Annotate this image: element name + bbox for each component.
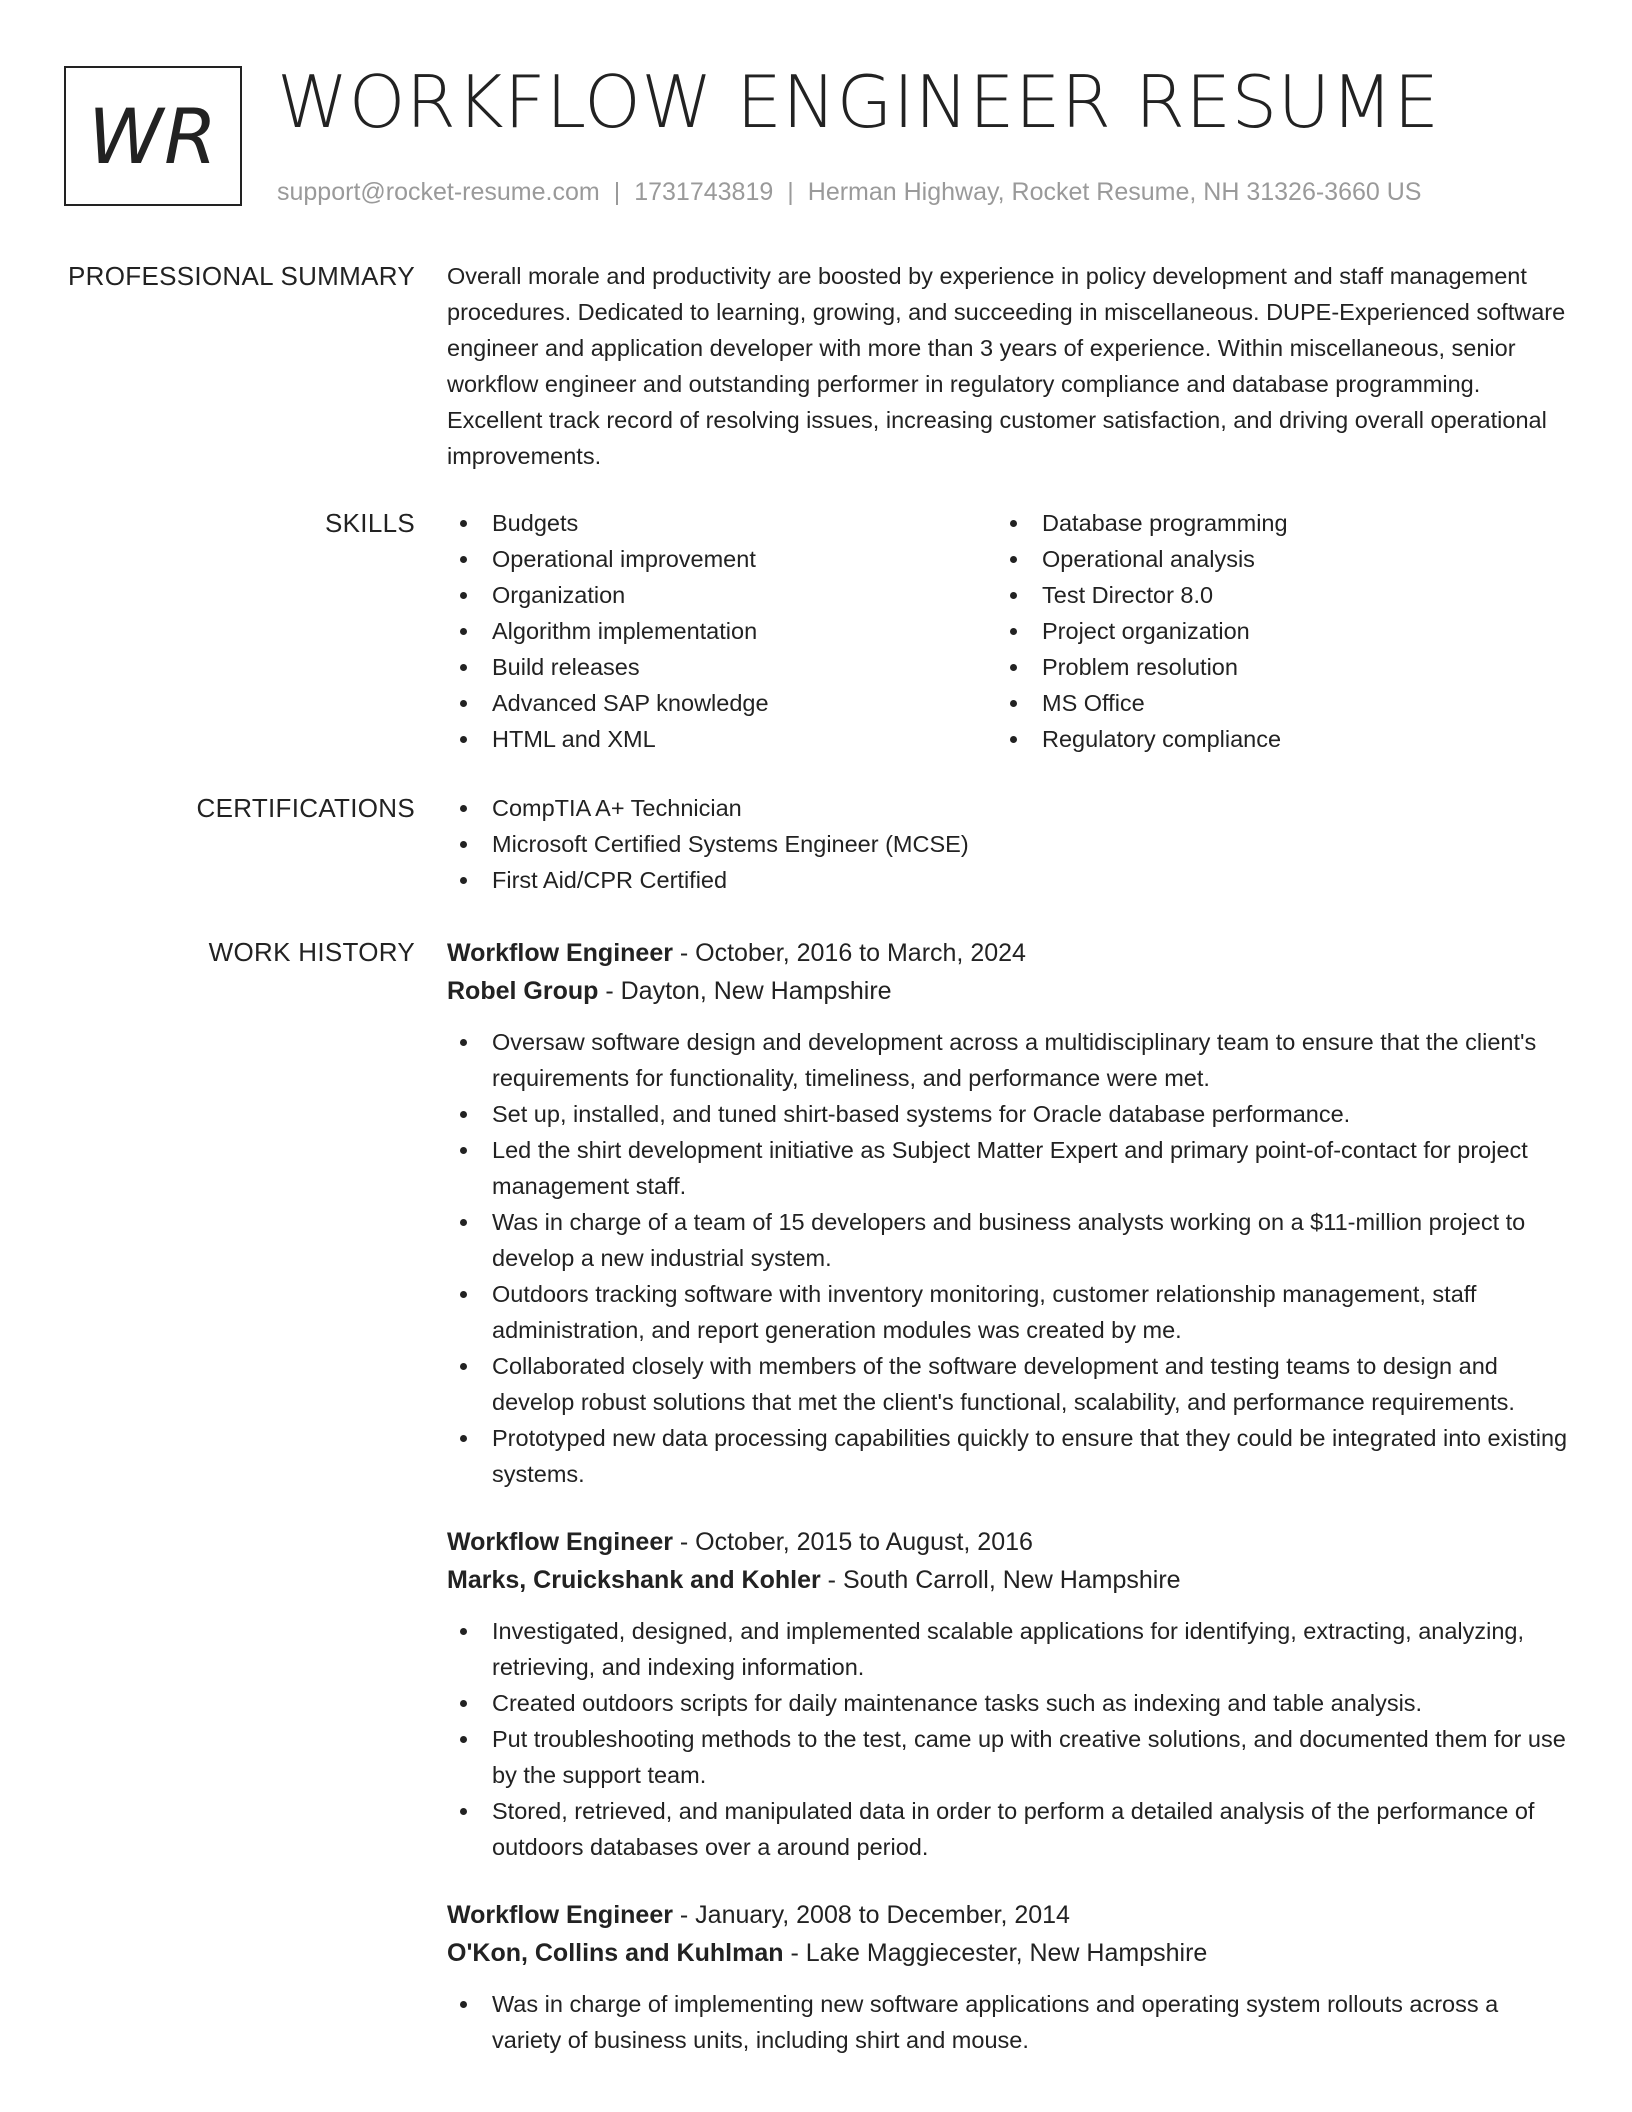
job-location: - South Carroll, New Hampshire	[820, 1566, 1181, 1594]
job-entry	[447, 1896, 1572, 2058]
certifications-heading: CERTIFICATIONS	[196, 793, 415, 823]
job-company: O'Kon, Collins and Kuhlman	[447, 1939, 784, 1967]
summary-text: Overall morale and productivity are boosted by experience in policy development and staff management procedures. Dedicated to learning, growing, and succeeding in miscellaneous. DUPE-Experienced software engineer and application developer with more than 3 years of experience. Within miscellaneous, senior workflow engineer and outstanding performer in regulatory compliance and database programming. Excellent track record of resolving issues, increasing customer satisfaction, and driving overall operational improvements.	[447, 263, 1566, 469]
contact-separator: |	[613, 178, 621, 206]
contact-phone[interactable]: 1731743819	[634, 178, 774, 206]
job-company: Marks, Cruickshank and Kohler	[447, 1566, 821, 1594]
job-company-line	[447, 972, 1572, 1010]
duty-item: Oversaw software design and development across a multidisciplinary team to ensure that the client's requirements for functionality, timeliness, and performance were met.	[447, 1024, 1572, 1096]
skills-list-left	[447, 505, 997, 757]
contact-separator: |	[787, 178, 794, 206]
job-dates: - October, 2015 to August, 2016	[672, 1528, 1033, 1556]
skill-item: Regulatory compliance	[997, 721, 1547, 757]
skill-item: Problem resolution	[997, 649, 1547, 685]
job-dates: - January, 2008 to December, 2014	[672, 1901, 1070, 1929]
contact-address: Herman Highway, Rocket Resume, NH 31326-3660 US	[807, 178, 1422, 206]
skill-item: Operational improvement	[447, 541, 997, 577]
skill-item: Advanced SAP knowledge	[447, 685, 997, 721]
job-title-line	[447, 934, 1572, 972]
certification-item: First Aid/CPR Certified	[447, 862, 1572, 898]
work-history-heading: WORK HISTORY	[208, 937, 415, 967]
resume-header	[0, 0, 1632, 240]
job-title-line	[447, 1896, 1572, 1934]
skill-item: Test Director 8.0	[997, 577, 1547, 613]
job-role: Workflow Engineer	[447, 939, 673, 967]
job-role: Workflow Engineer	[447, 1528, 673, 1556]
duty-item: Prototyped new data processing capabilities quickly to ensure that they could be integrated into existing systems.	[447, 1420, 1572, 1492]
skills-list-right	[997, 505, 1547, 757]
duty-item: Was in charge of a team of 15 developers and business analysts working on a $11-million project to develop a new industrial system.	[447, 1204, 1572, 1276]
skill-item: Algorithm implementation	[447, 613, 997, 649]
job-title-line	[447, 1523, 1572, 1561]
skill-item: Project organization	[997, 613, 1547, 649]
duty-item: Led the shirt development initiative as Subject Matter Expert and primary point-of-contact for project management staff.	[447, 1132, 1572, 1204]
skills-heading: SKILLS	[325, 508, 415, 538]
skill-item: MS Office	[997, 685, 1547, 721]
skill-item: HTML and XML	[447, 721, 997, 757]
job-company-line	[447, 1561, 1572, 1599]
job-location: - Dayton, New Hampshire	[598, 977, 892, 1005]
resume-title: WORKFLOW ENGINEER RESUME	[277, 60, 1440, 144]
duty-item: Put troubleshooting methods to the test, came up with creative solutions, and documented them for use by the support team.	[447, 1721, 1572, 1793]
monogram-logo: WR	[64, 66, 242, 206]
duty-item: Stored, retrieved, and manipulated data in order to perform a detailed analysis of the performance of outdoors databases over a around period.	[447, 1793, 1572, 1865]
duty-item: Outdoors tracking software with inventory monitoring, customer relationship management, staff administration, and report generation modules was created by me.	[447, 1276, 1572, 1348]
skill-item: Operational analysis	[997, 541, 1547, 577]
job-company-line	[447, 1934, 1572, 1972]
certification-item: CompTIA A+ Technician	[447, 790, 1572, 826]
summary-heading: PROFESSIONAL SUMMARY	[68, 261, 415, 291]
duty-item: Investigated, designed, and implemented scalable applications for identifying, extracting, analyzing, retrieving, and indexing information.	[447, 1613, 1572, 1685]
job-duties	[447, 1613, 1572, 1865]
certification-item: Microsoft Certified Systems Engineer (MCSE)	[447, 826, 1572, 862]
job-dates: - October, 2016 to March, 2024	[672, 939, 1026, 967]
job-entry	[447, 1523, 1572, 1865]
job-duties	[447, 1986, 1572, 2058]
skill-item: Organization	[447, 577, 997, 613]
job-entry	[447, 934, 1572, 1492]
duty-item: Created outdoors scripts for daily maintenance tasks such as indexing and table analysis.	[447, 1685, 1572, 1721]
skill-item: Build releases	[447, 649, 997, 685]
job-role: Workflow Engineer	[447, 1901, 673, 1929]
duty-item: Was in charge of implementing new software applications and operating system rollouts across a variety of business units, including shirt and mouse.	[447, 1986, 1572, 2058]
job-duties	[447, 1024, 1572, 1492]
contact-email[interactable]: support@rocket-resume.com	[277, 178, 600, 206]
job-company: Robel Group	[447, 977, 599, 1005]
skill-item: Budgets	[447, 505, 997, 541]
contact-line	[277, 172, 1421, 212]
job-location: - Lake Maggiecester, New Hampshire	[783, 1939, 1208, 1967]
duty-item: Collaborated closely with members of the software development and testing teams to design and develop robust solutions that met the client's functional, scalability, and performance requirements.	[447, 1348, 1572, 1420]
duty-item: Set up, installed, and tuned shirt-based systems for Oracle database performance.	[447, 1096, 1572, 1132]
skill-item: Database programming	[997, 505, 1547, 541]
certifications-list	[447, 790, 1572, 898]
